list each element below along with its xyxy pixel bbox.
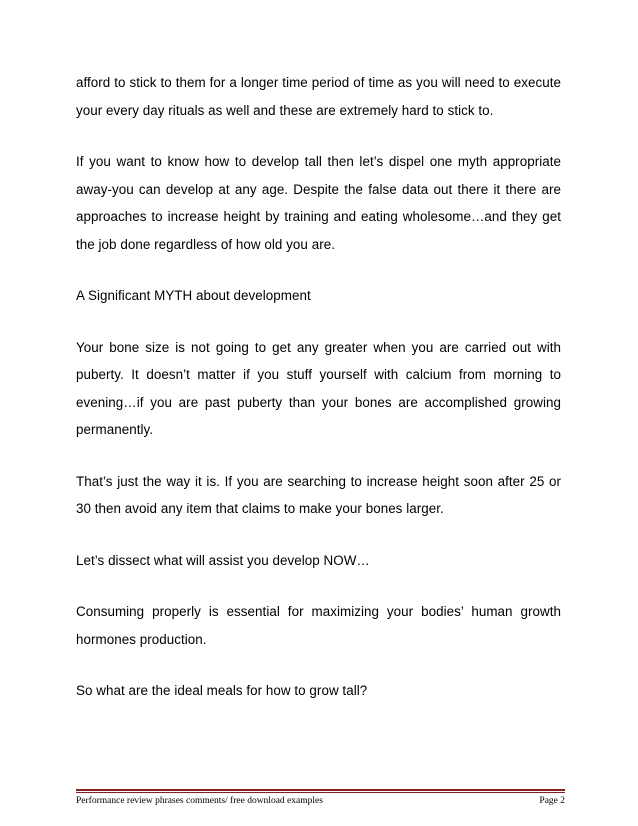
page-footer [76,796,565,806]
section-heading: A Significant MYTH about development [76,288,311,303]
paragraph: If you want to know how to develop tall then let’s dispel one myth appropriate away-you can develop at any age. Despite the false data out there it there are approaches to increase height by training and eating wholesome…and they get the job done regardless of how old you are. [76,154,561,252]
page-number: Page 2 [539,796,565,806]
paragraph: afford to stick to them for a longer time period of time as you will need to execute your every day rituals as well and these are extremely hard to stick to. [76,75,561,118]
page-body [76,69,561,729]
footer-divider-thin [76,792,565,793]
footer-title: Performance review phrases comments/ free download examples [76,796,323,806]
paragraph: Consuming properly is essential for maximizing your bodies’ human growth hormones production. [76,604,561,647]
footer-divider [76,789,565,791]
paragraph: Your bone size is not going to get any greater when you are carried out with puberty. It doesn’t matter if you stuff yourself with calcium from morning to evening…if you are past puberty than your bones are accomplished growing permanently. [76,339,561,437]
paragraph: So what are the ideal meals for how to grow tall? [76,683,368,698]
paragraph: That’s just the way it is. If you are searching to increase height soon after 25 or 30 then avoid any item that claims to make your bones larger. [76,473,561,516]
paragraph: Let’s dissect what will assist you develop NOW… [76,552,370,568]
